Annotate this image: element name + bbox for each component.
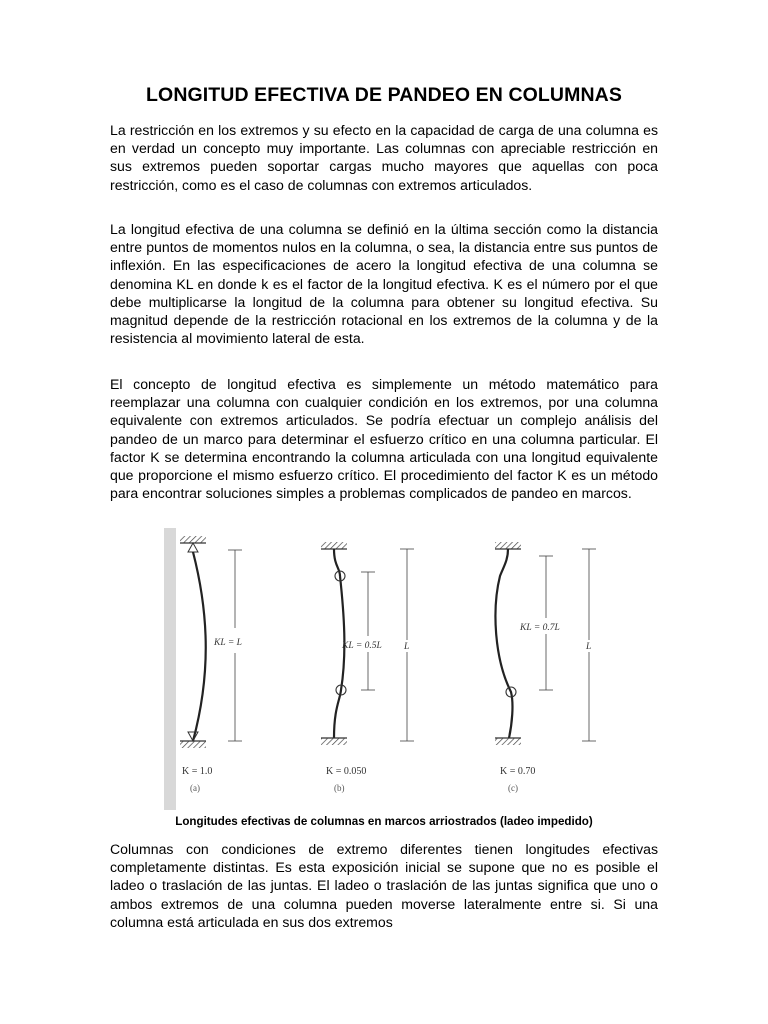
figure-caption: Longitudes efectivas de columnas en marcos arriostrados (ladeo impedido) (175, 815, 593, 828)
page-title: LONGITUD EFECTIVA DE PANDEO EN COLUMNAS (146, 84, 622, 106)
kl-label-a: KL = L (214, 638, 242, 648)
bottom-support (321, 738, 347, 745)
buckled-column (495, 549, 512, 738)
l-label-c: L (586, 642, 592, 652)
k-label-b: K = 0.050 (326, 766, 367, 777)
paragraph-1: La restricción en los extremos y su efecto en la capacidad de carga de una columna es en verdad un concepto muy importante. Las columnas con apreciable restricción en sus extremos pueden soportar cargas mucho mayores que aquellas con poca restricción, como es el caso de columnas con extremos articulados. (110, 122, 658, 193)
bottom-support (495, 738, 521, 745)
sub-label-c: (c) (508, 783, 518, 793)
effective-length-figure (164, 528, 604, 810)
sub-label-a: (a) (190, 783, 200, 793)
column-c-diagram (495, 542, 596, 793)
scan-shading (164, 528, 176, 810)
paragraph-4: Columnas con condiciones de extremo diferentes tienen longitudes efectivas completamente distintas. Es esta exposición inicial se supone que no es posible el ladeo o traslación de las juntas. El ladeo o traslación de las juntas significa que uno o ambos extremos de una columna pueden moverse lateralmente entre si. Si una columna está articulada en sus dos extremos (110, 841, 658, 930)
column-b-diagram (321, 542, 414, 793)
paragraph-2: La longitud efectiva de una columna se definió en la última sección como la distancia entre puntos de momentos nulos en la columna, o sea, la distancia entre sus puntos de inflexión. En las especificaciones de acero la longitud efectiva de una columna se denomina KL en donde k es el factor de la longitud efectiva. K es el número por el que debe multiplicarse la longitud de la columna para obtener su longitud efectiva. Su magnitud depende de la restricción rotacional en los extremos de la columna y de la resistencia al movimiento lateral de esta. (110, 221, 658, 347)
l-label-b: L (404, 642, 410, 652)
sub-label-b: (b) (334, 783, 345, 793)
kl-label-b: KL = 0.5L (342, 641, 382, 651)
k-label-c: K = 0.70 (500, 766, 536, 777)
kl-label-c: KL = 0.7L (520, 623, 560, 633)
top-support (321, 542, 347, 549)
top-support (180, 536, 206, 543)
bottom-support (180, 741, 206, 748)
k-label-a: K = 1.0 (182, 766, 213, 777)
column-a-diagram (180, 536, 242, 793)
paragraph-3: El concepto de longitud efectiva es simplemente un método matemático para reemplazar una columna con cualquier condición en los extremos, por una columna equivalente con extremos articulados. Se podría efectuar un complejo análisis del pandeo de un marco para determinar el esfuerzo crítico en una columna particular. El factor K se determina encontrando la columna articulada con una longitud equivalente que proporcione el mismo esfuerzo crítico. El procedimiento del factor K es un método para encontrar soluciones simples a problemas complicados de pandeo en marcos. (110, 376, 658, 502)
top-support (495, 542, 521, 549)
buckled-column (193, 552, 206, 741)
